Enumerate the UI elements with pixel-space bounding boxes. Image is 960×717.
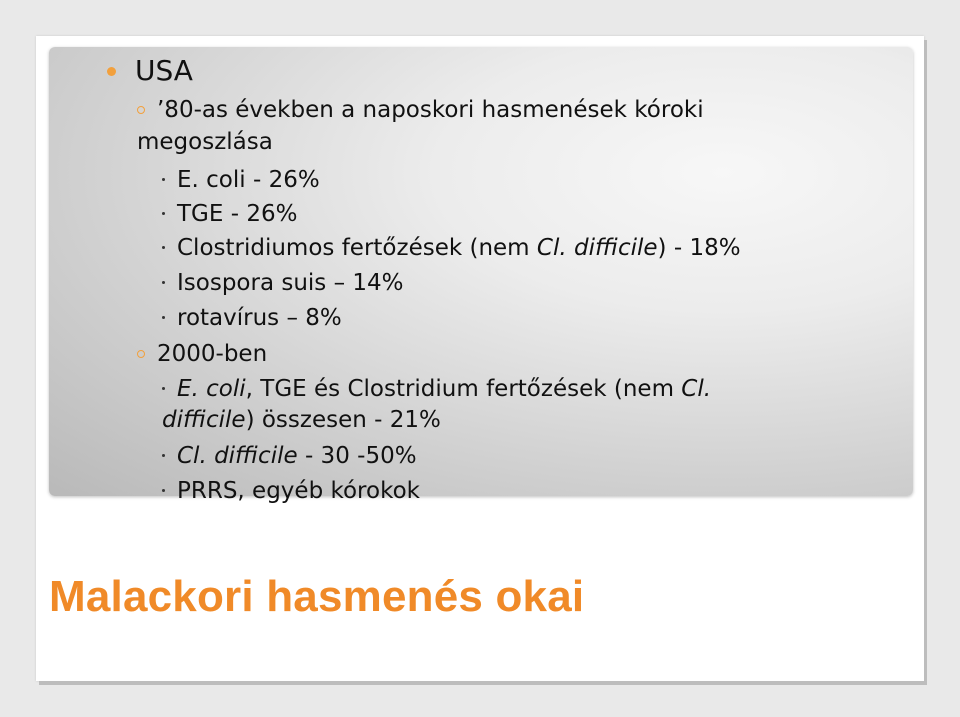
dot-bullet-icon	[162, 489, 165, 492]
list-item: E. coli - 26%	[162, 164, 320, 196]
dot-bullet-icon	[162, 387, 165, 390]
list-item: E. coli, TGE és Clostridium fertőzések (nem Cl.	[162, 373, 711, 405]
section1-heading-cont: megoszlása	[137, 129, 273, 155]
list-item: Isospora suis – 14%	[162, 267, 404, 299]
slide	[36, 36, 924, 681]
dot-bullet-icon	[162, 316, 165, 319]
ring-bullet-icon	[137, 106, 145, 114]
dot-bullet-icon	[162, 246, 165, 249]
list-item: TGE - 26%	[162, 198, 297, 230]
dot-bullet-icon	[162, 212, 165, 215]
bullet-usa	[107, 55, 193, 87]
list-item: Cl. difficile - 30 -50%	[162, 440, 417, 472]
list-item: rotavírus – 8%	[162, 302, 342, 334]
section2-heading: 2000-ben	[137, 338, 267, 370]
slide-title: Malackori hasmenés okai	[49, 572, 585, 621]
section1-heading: ’80-as években a naposkori hasmenések kóroki	[137, 94, 704, 126]
dot-bullet-icon	[162, 454, 165, 457]
list-item: PRRS, egyéb kórokok	[162, 475, 420, 507]
dot-bullet-icon	[162, 178, 165, 181]
ring-bullet-icon	[137, 350, 145, 358]
list-item: Clostridiumos fertőzések (nem Cl. difficile) - 18%	[162, 232, 741, 264]
orange-dot-icon	[107, 67, 116, 76]
dot-bullet-icon	[162, 281, 165, 284]
country-label: USA	[135, 54, 193, 87]
list-item-cont: difficile) összesen - 21%	[162, 407, 441, 433]
